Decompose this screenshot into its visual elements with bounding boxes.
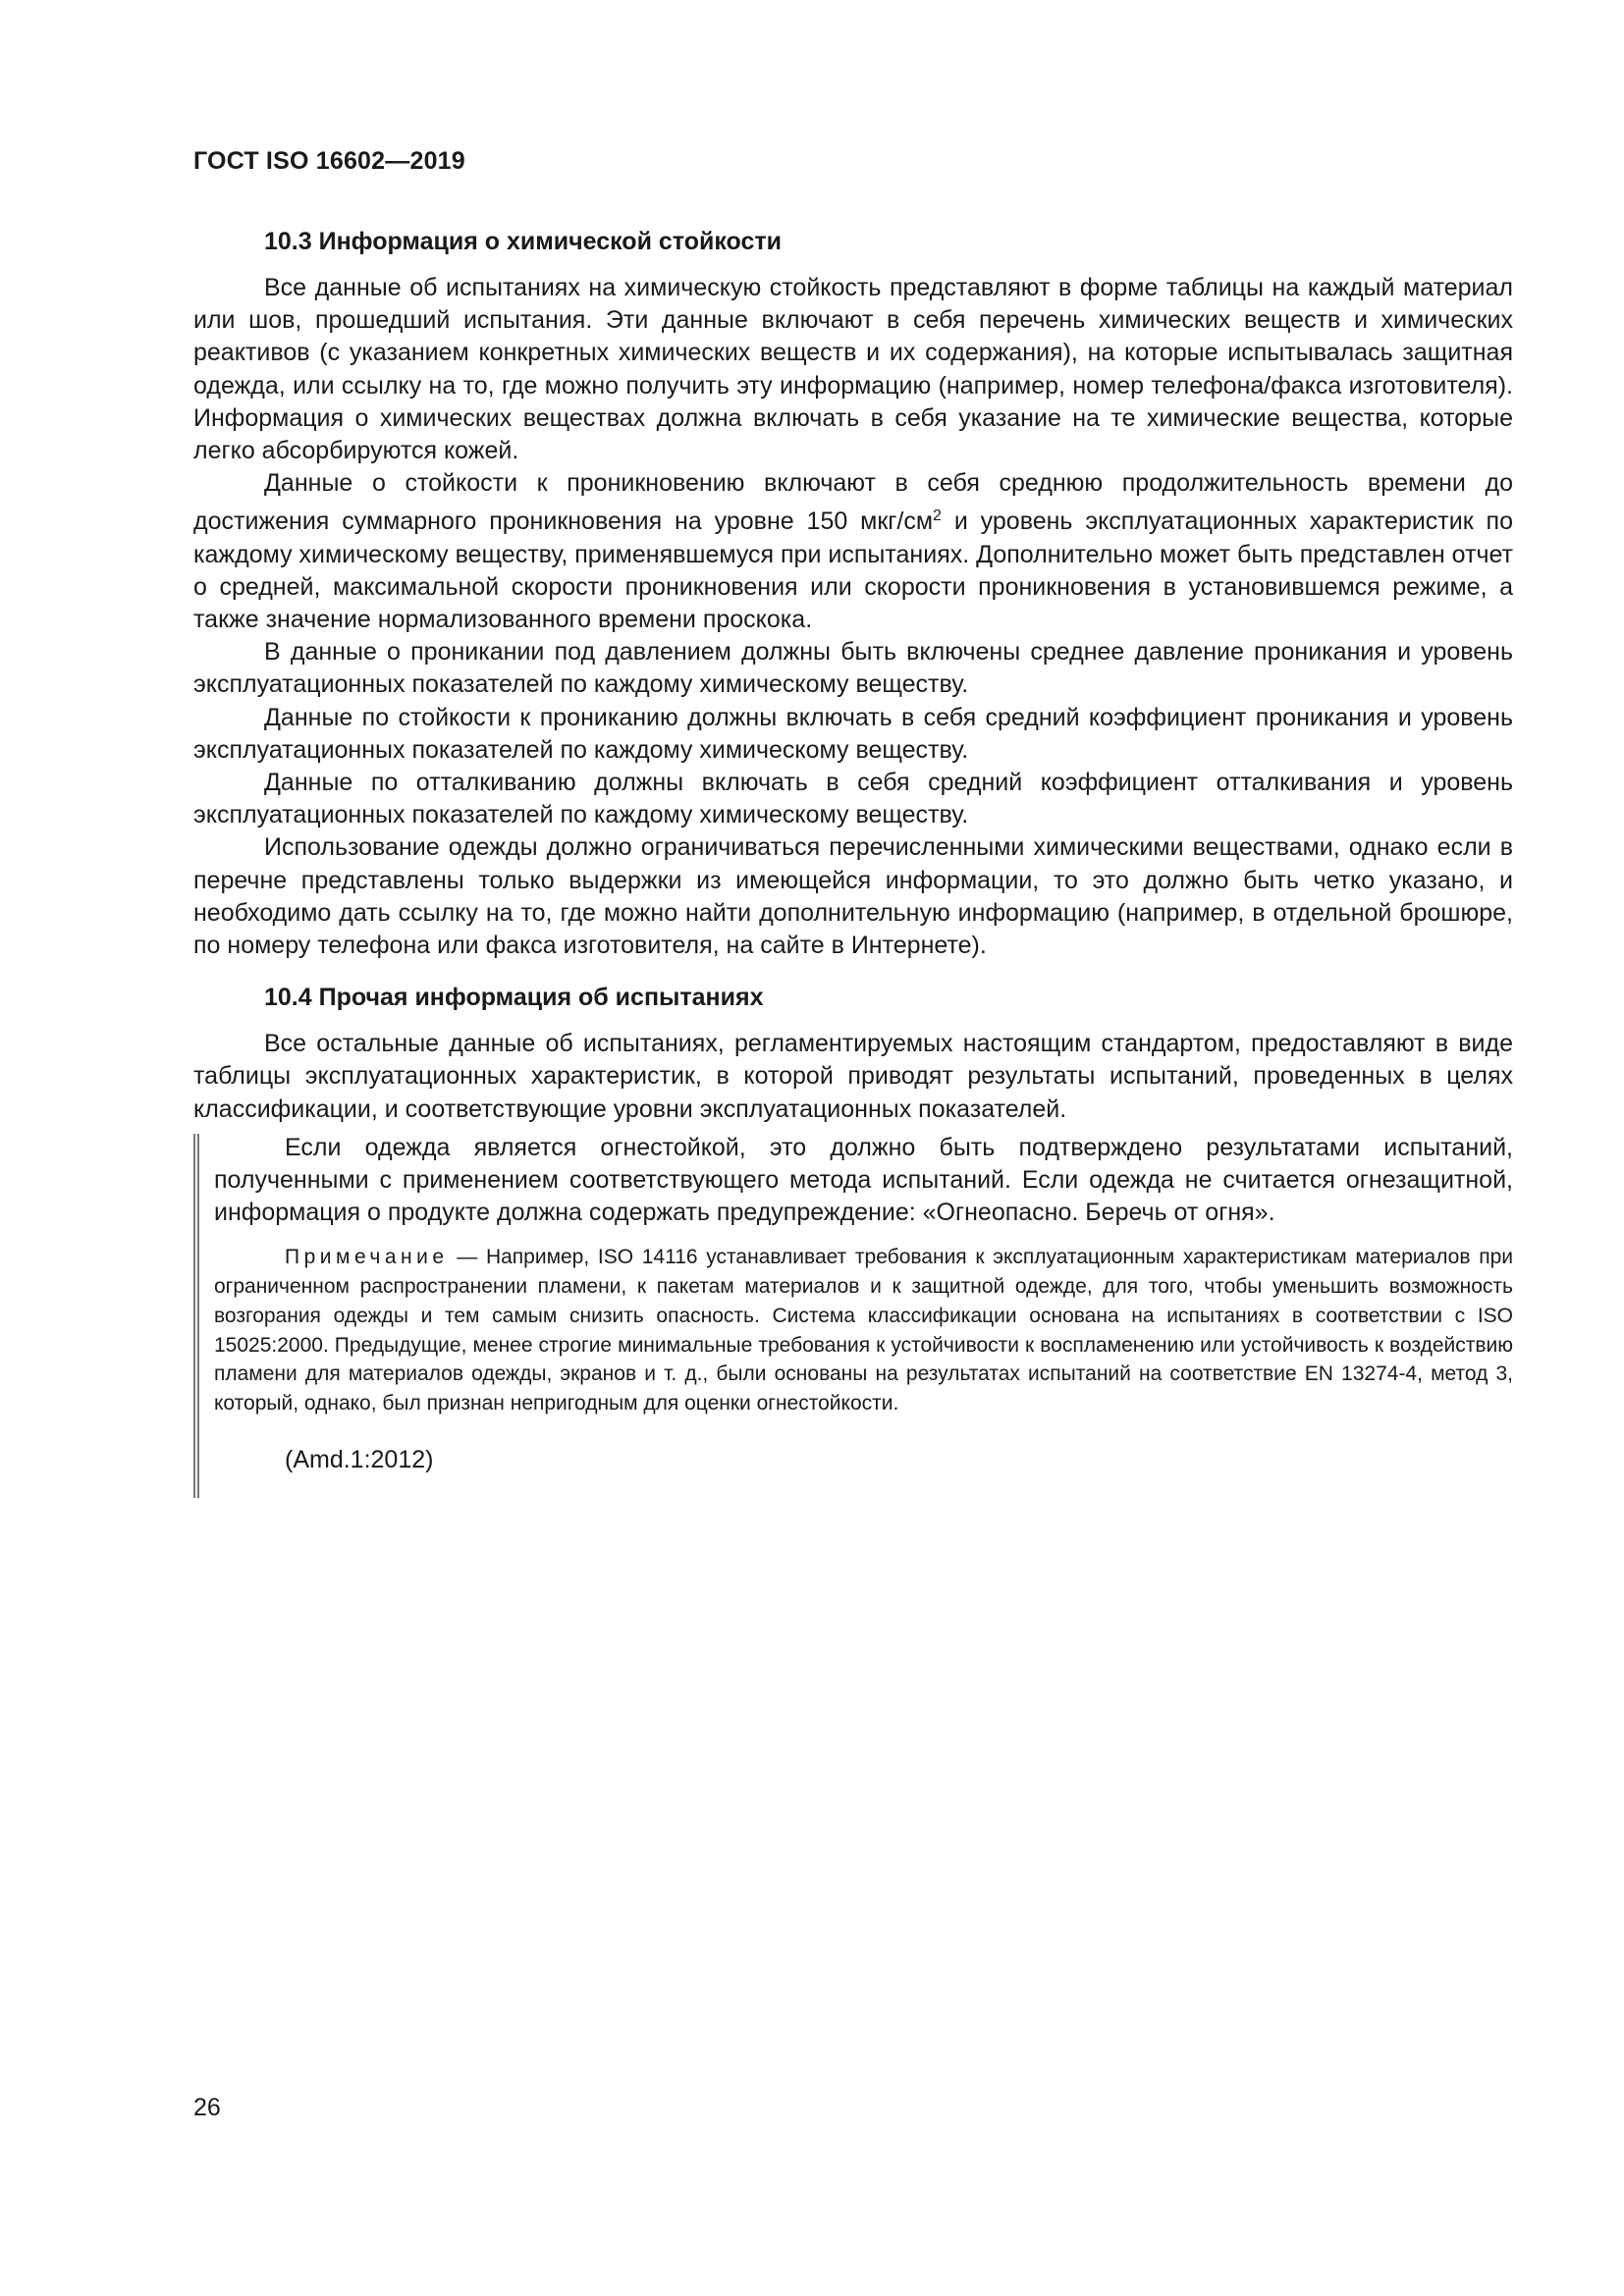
amendment-change-bar	[193, 1134, 199, 1498]
page-content	[193, 228, 1513, 1474]
section-spacer	[193, 962, 1513, 984]
section-10-3-paragraph-6: Использование одежды должно ограничиваться перечисленными химическими веществами, однако если в перечне представлены только выдержки из имеющейся информации, то это должно быть четко указано, и необходимо дать ссылку на то, где можно найти дополнительную информацию (например, в отдельной брошюре, по номеру телефона или факса изготовителя, на сайте в Интернете).	[193, 833, 1513, 960]
note-text: — Например, ISO 14116 устанавливает требования к эксплуатационным характеристикам материалов при ограниченном распространении пламени, к пакетам материалов и к защитной одежде, для того, чтобы уменьшить возможность возгорания одежды и тем самым снизить опасность. Система классификации основана на испытаниях в соответствии с ISO 15025:2000. Предыдущие, менее строгие минимальные требования к устойчивости к воспламенению или устойчивость к воздействию пламени для материалов одежды, экранов и т. д., были основаны на результатах испытаний на соответствие EN 13274-4, метод 3, который, однако, был признан непригодным для оценки огнестойкости.	[214, 1246, 1513, 1415]
amendment-note	[214, 1243, 1513, 1417]
section-10-3-paragraph-2	[193, 467, 1513, 636]
section-10-3-paragraph-4: Данные по стойкости к прониканию должны включать в себя средний коэффициент проникания и уровень эксплуатационных показателей по каждому химическому веществу.	[193, 703, 1513, 764]
amendment-block	[193, 1132, 1513, 1474]
paragraph-2-continuation: Дополнительно может быть представлен отчет о средней, максимальной скорости проникновения или скорости проникновения в установившемся режиме, а также значение нормализованного времени проскока.	[193, 540, 1513, 634]
section-10-3-paragraph-3: В данные о проникании под давлением должны быть включены среднее давление проникания и уровень эксплуатационных показателей по каждому химическому веществу.	[193, 638, 1513, 699]
paragraph-2-text: Данные о стойкости к проникновению включают в себя среднюю продолжительность времени до достижения суммарного проникновения на уровне 150 мкг/см	[193, 469, 1513, 536]
page-number: 26	[193, 2094, 221, 2121]
section-10-3-paragraph-5: Данные по отталкиванию должны включать в себя средний коэффициент отталкивания и уровень эксплуатационных показателей по каждому химическому веществу.	[193, 769, 1513, 829]
document-code-header: ГОСТ ISO 16602—2019	[193, 147, 465, 175]
note-label: Примечание	[285, 1246, 449, 1269]
section-10-4-title: 10.4 Прочая информация об испытаниях	[264, 984, 764, 1012]
superscript-2: 2	[933, 507, 942, 525]
section-10-4-paragraph: Все остальные данные об испытаниях, регламентируемых настоящим стандартом, предоставляют в виде таблицы эксплуатационных характеристик, в которой приводят результаты испытаний, проведенных в целях классификации, и соответствующие уровни эксплуатационных показателей.	[193, 1030, 1513, 1123]
amendment-paragraph: Если одежда является огнестойкой, это должно быть подтверждено результатами испытаний, полученными с применением соответствующего метода испытаний. Если одежда не считается огнезащитной, информация о продукте должна содержать предупреждение: «Огнеопасно. Беречь от огня».	[214, 1133, 1513, 1227]
amendment-reference: (Amd.1:2012)	[285, 1445, 434, 1473]
paragraph-2-tail: и уровень эксплуатационных характеристик по каждому химическому веществу, применявшемуся при испытаниях.	[193, 507, 1513, 568]
section-10-3-title: 10.3 Информация о химической стойкости	[264, 228, 782, 255]
section-10-3-paragraph-1: Все данные об испытаниях на химическую стойкость представляют в форме таблицы на каждый материал или шов, прошедший испытания. Эти данные включают в себя перечень химических веществ и химических реактивов (с указанием конкретных химических веществ и их содержания), на которые испытывалась защитная одежда, или ссылку на то, где можно получить эту информацию (например, номер телефона/факса изготовителя). Информация о химических веществах должна включать в себя указание на те химические вещества, которые легко абсорбируются кожей.	[193, 274, 1513, 465]
